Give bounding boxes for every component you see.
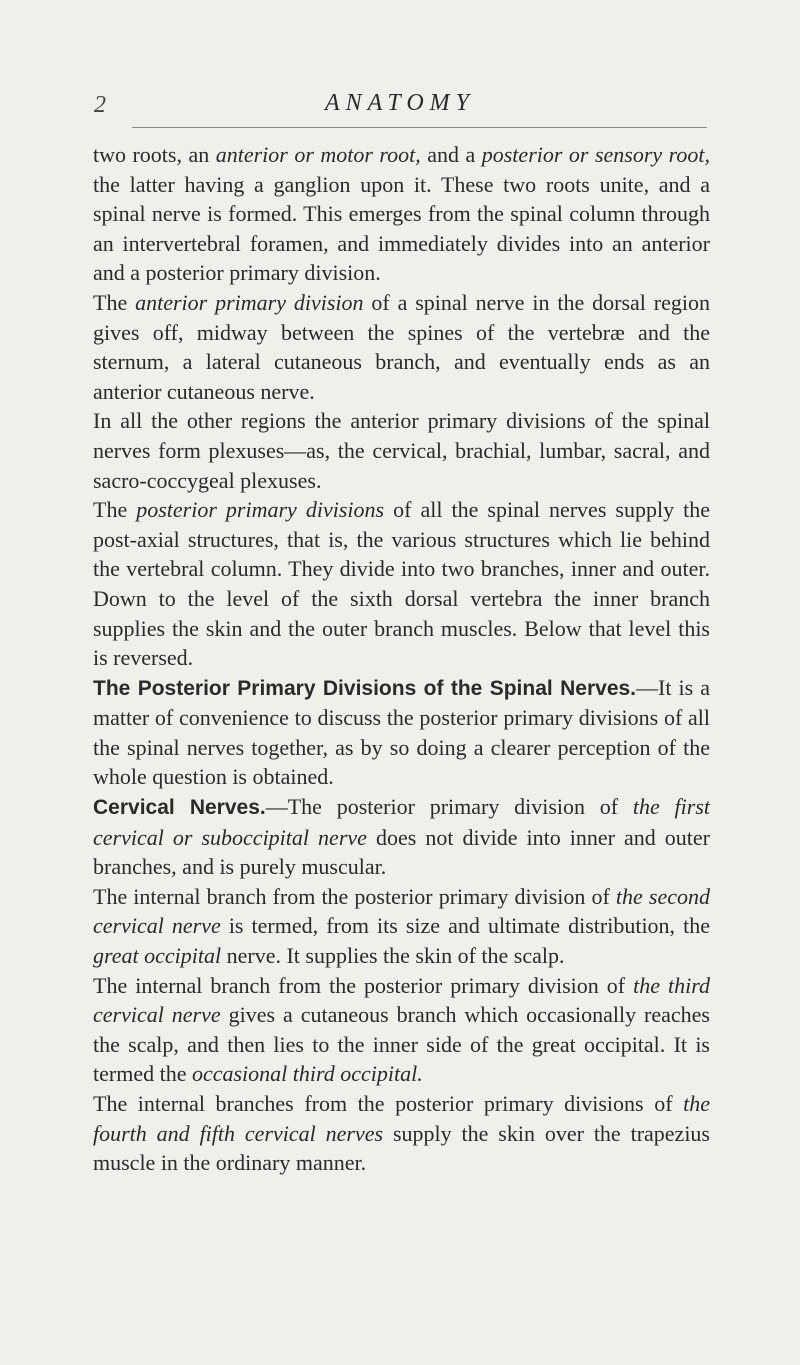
p8-term-third-cervical: the third cervical nerve [93, 972, 710, 1028]
p1-term-anterior-root: anterior or motor root, [215, 142, 421, 167]
p1-term-posterior-root: posterior or sensory root, [481, 142, 711, 167]
p7-text-c: is termed, from its size and ultimate distribution, the [220, 913, 710, 939]
p2-text-a: The [93, 289, 136, 315]
running-head [0, 88, 800, 128]
section-heading-cervical-nerves: Cervical Nerves. [93, 796, 266, 820]
p2-text-c: of a spinal nerve in the dorsal region gives off, midway between the spines of the vertebræ and the sternum, a lateral cutaneous branch, and eventually ends as an anterior cutaneous nerve. [93, 289, 710, 404]
p6-term-first-cervical: the first cervical or suboccipital nerve [93, 794, 711, 850]
p3-text-a: In all the other regions the anterior primary divisions of the spinal nerves form plexuses—as, the cervical, brachial, lumbar, sacral, and sacro-coccygeal plexuses. [93, 408, 710, 493]
header-rule [132, 127, 707, 128]
p9-text-a: The internal branches from the posterior primary divisions of [93, 1091, 684, 1116]
paragraph-4 [93, 495, 710, 673]
body-text [93, 140, 710, 1178]
p7-text-e: nerve. It supplies the skin of the scalp. [221, 943, 565, 969]
paragraph-1 [93, 140, 710, 288]
p4-term-posterior-divisions: posterior primary divisions [136, 497, 385, 523]
paragraph-8 [93, 971, 710, 1089]
p7-term-great-occipital: great occipital [93, 943, 222, 969]
p9-term-fourth-fifth-cervical: the fourth and fifth cervical nerves [93, 1091, 710, 1146]
p8-term-occasional-third-occipital: occasional third occipital. [191, 1061, 423, 1087]
p1-text-a: two roots, an [93, 142, 216, 167]
p4-text-c: of all the spinal nerves supply the post-axial structures, that is, the various structures which lie behind the vertebral column. They divide into two branches, inner and outer. Down to the level of the sixth dorsal vertebra the inner branch supplies the skin and the outer branch muscles. Below that level this is reversed. [93, 497, 710, 671]
paragraph-5 [93, 673, 710, 792]
paragraph-9 [93, 1089, 710, 1178]
p6-text-c: does not divide into inner and outer branches, and is purely muscular. [93, 824, 710, 880]
p1-text-c: and a [420, 142, 482, 167]
p2-term-anterior-division: anterior primary division [135, 289, 364, 315]
p7-term-second-cervical: the second cervical nerve [93, 883, 710, 939]
p5-text-a: —It is a matter of convenience to discuss the posterior primary divisions of all the spinal nerves together, as by so doing a clearer perception of the whole question is obtained. [93, 674, 710, 790]
p4-text-a: The [93, 497, 137, 523]
p8-text-c: gives a cutaneous branch which occasionally reaches the scalp, and then lies to the inner side of the great occipital. It is termed the [93, 1002, 710, 1087]
page-number: 2 [94, 92, 106, 118]
paragraph-6 [93, 792, 710, 882]
p8-text-a: The internal branch from the posterior primary division of [93, 972, 634, 998]
p1-text-e: the latter having a ganglion upon it. These two roots unite, and a spinal nerve is formed. This emerges from the spinal column through an intervertebral foramen, and immediately divides into an anterior and a posterior primary division. [93, 171, 710, 286]
running-title: ANATOMY [324, 90, 476, 116]
paragraph-3 [93, 406, 710, 495]
p6-text-a: —The posterior primary division of [265, 794, 633, 820]
paragraph-2 [93, 288, 710, 406]
p7-text-a: The internal branch from the posterior primary division of [93, 883, 616, 909]
paragraph-7 [93, 882, 710, 971]
p9-text-c: supply the skin over the trapezius muscle in the ordinary manner. [93, 1120, 710, 1176]
section-heading-posterior-divisions: The Posterior Primary Divisions of the Spinal Nerves. [93, 676, 637, 700]
